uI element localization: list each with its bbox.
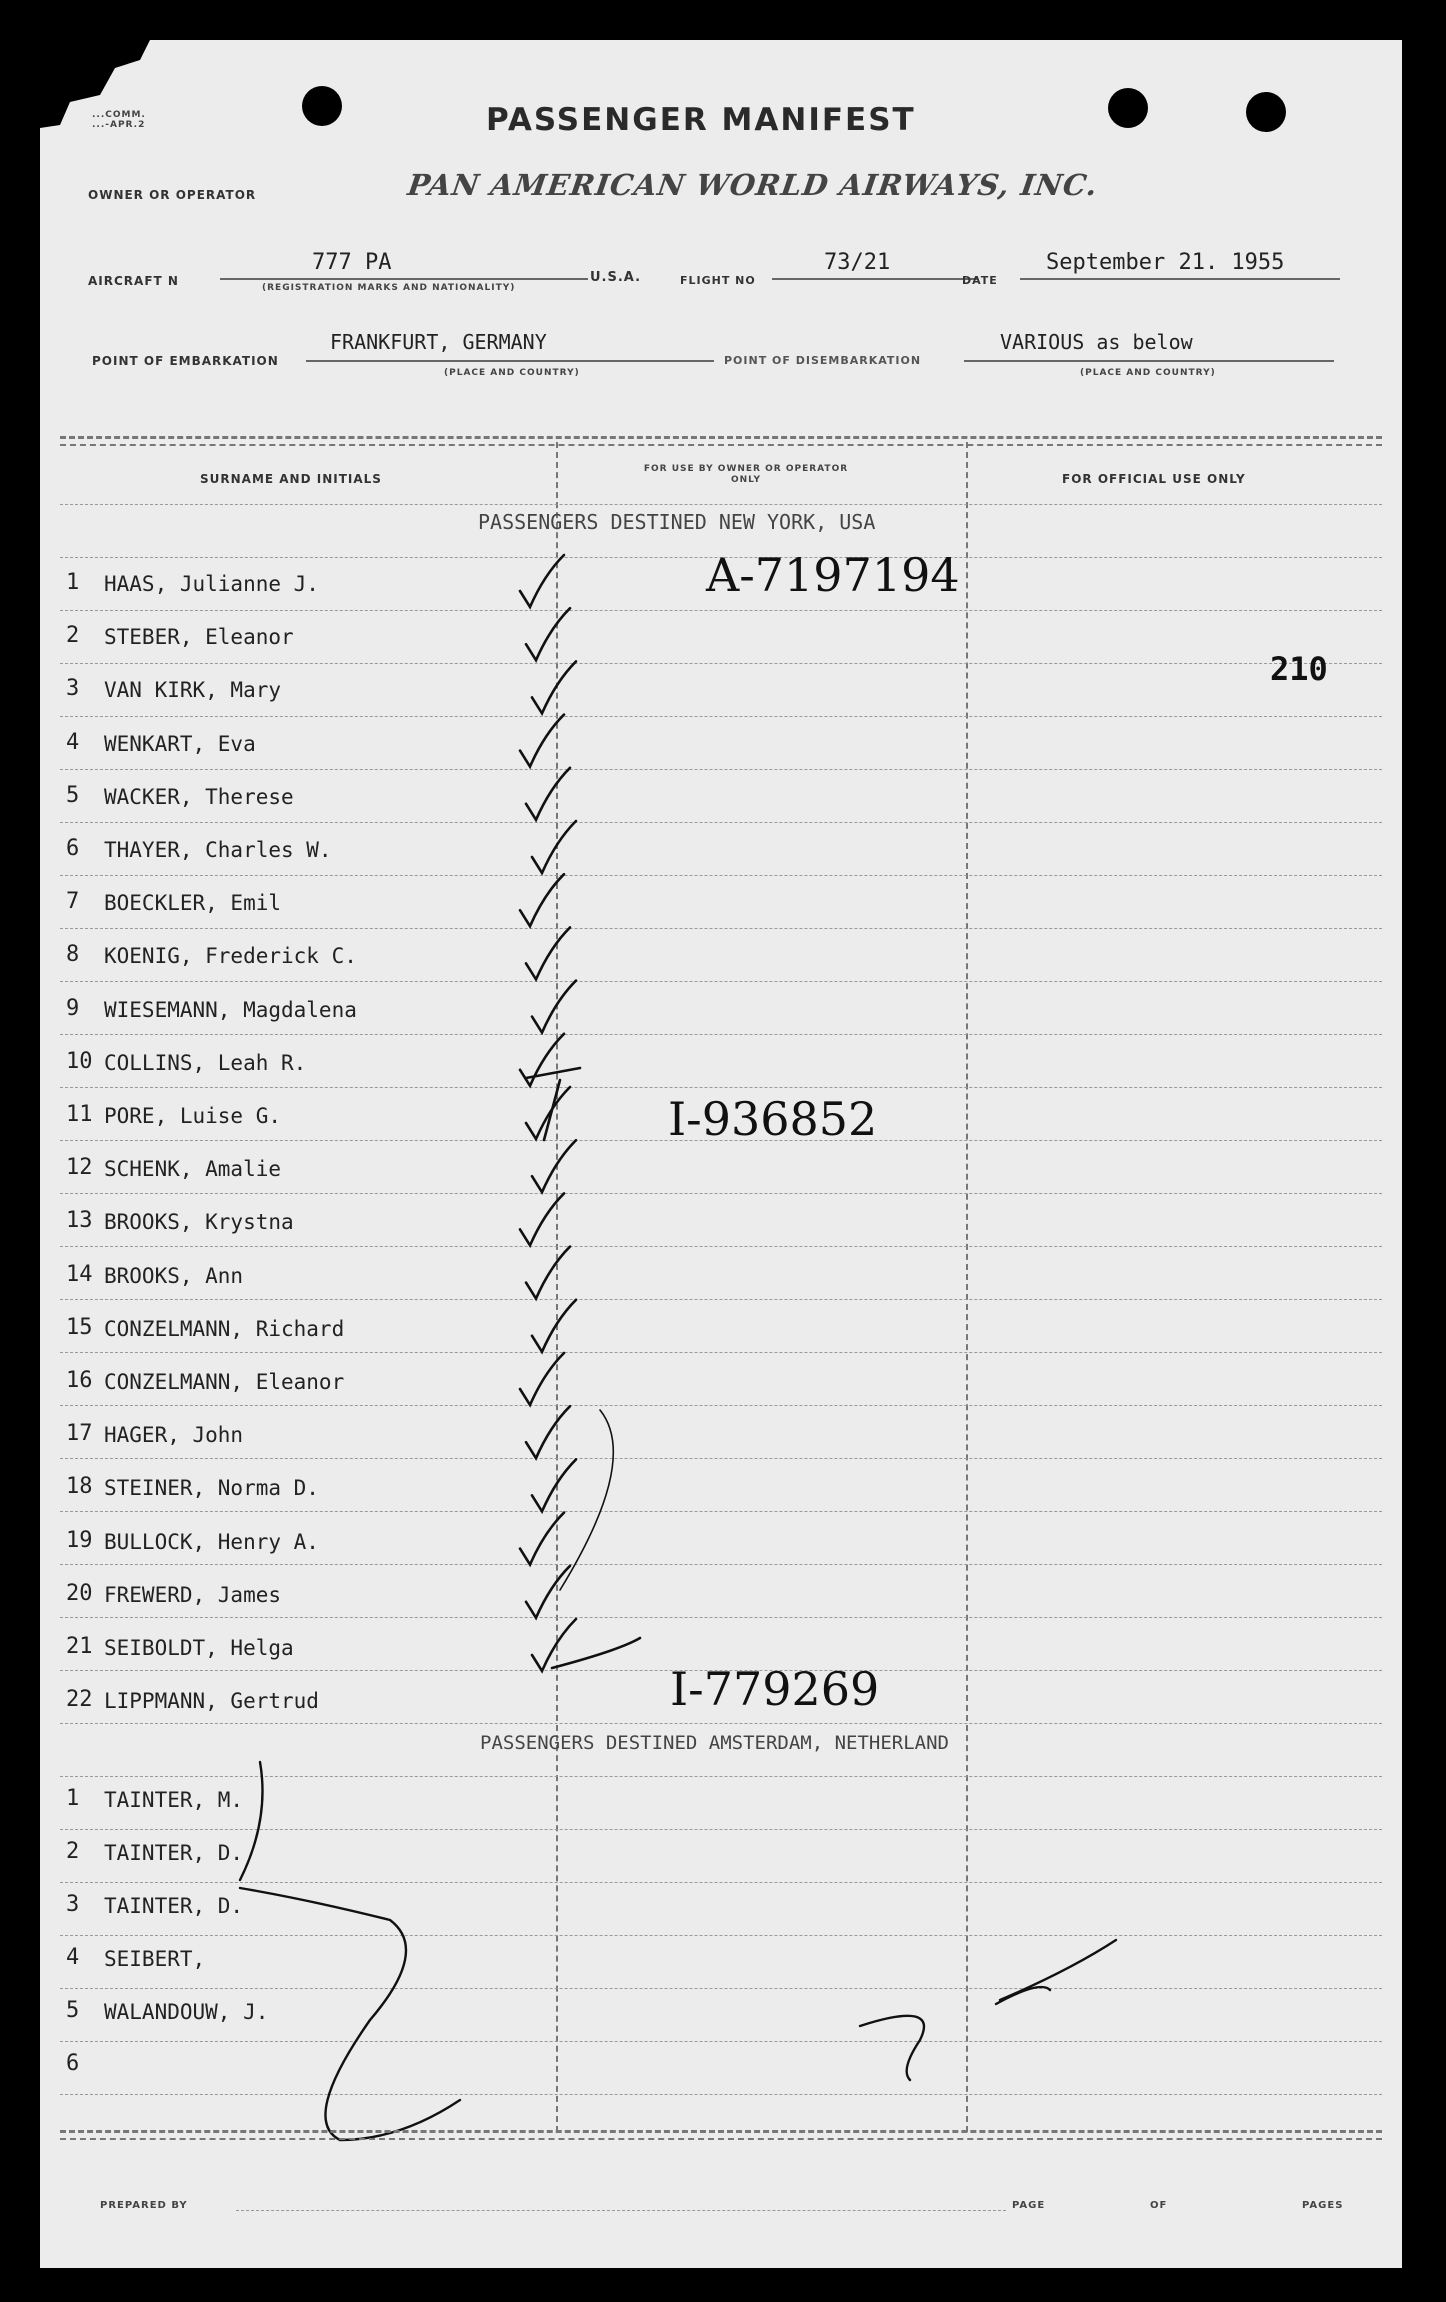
- passenger-name: BOECKLER, Emil: [104, 891, 282, 916]
- col-surname-header: SURNAME AND INITIALS: [200, 472, 382, 486]
- check-mark: [860, 1940, 1116, 2080]
- disembarkation-caption: (PLACE AND COUNTRY): [1080, 368, 1216, 378]
- owner-value: PAN AMERICAN WORLD AIRWAYS, INC.: [405, 168, 1101, 202]
- embarkation-value: FRANKFURT, GERMANY: [330, 330, 547, 354]
- check-mark: [526, 1566, 570, 1618]
- passenger-number: 16: [66, 1368, 93, 1393]
- aircraft-label: AIRCRAFT N: [88, 274, 179, 288]
- passenger-name: STEINER, Norma D.: [104, 1476, 319, 1501]
- passenger-number: 15: [66, 1314, 93, 1340]
- pages-label: PAGES: [1302, 2200, 1344, 2211]
- passenger-number: 12: [66, 1155, 93, 1181]
- passenger-name: SEIBOLDT, Helga: [104, 1636, 294, 1660]
- page-title: PASSENGER MANIFEST: [486, 102, 916, 138]
- disembarkation-label: POINT OF DISEMBARKATION: [724, 354, 922, 367]
- handwritten-alien-number: I-779269: [670, 1662, 880, 1716]
- official-number: 210: [1270, 650, 1328, 688]
- col-owner-header: FOR USE BY OWNER OR OPERATOR ONLY: [643, 464, 849, 485]
- owner-label: OWNER OR OPERATOR: [88, 188, 257, 202]
- section-heading: PASSENGERS DESTINED NEW YORK, USA: [478, 510, 876, 534]
- passenger-name: FREWERD, James: [104, 1582, 282, 1607]
- passenger-name: PORE, Luise G.: [104, 1104, 282, 1128]
- passenger-number: 2: [66, 1839, 80, 1864]
- passenger-number: 1: [66, 1786, 80, 1811]
- passenger-number: 9: [66, 995, 80, 1021]
- passenger-number: 5: [66, 782, 80, 808]
- passenger-name: WIESEMANN, Magdalena: [104, 997, 357, 1022]
- passenger-name: HAAS, Julianne J.: [104, 572, 319, 596]
- handwritten-alien-number: I-936852: [668, 1092, 878, 1146]
- passenger-number: 8: [66, 942, 80, 968]
- passenger-name: COLLINS, Leah R.: [104, 1050, 307, 1075]
- passenger-number: 3: [66, 1892, 80, 1917]
- prepared-by-label: PREPARED BY: [100, 2200, 188, 2211]
- check-mark: [532, 661, 576, 713]
- passenger-number: 11: [66, 1102, 93, 1127]
- usa-label: U.S.A.: [590, 270, 642, 285]
- passenger-number: 22: [66, 1687, 93, 1713]
- disembarkation-value: VARIOUS as below: [1000, 330, 1193, 354]
- check-mark: [544, 1080, 560, 1140]
- passenger-number: 20: [66, 1580, 93, 1606]
- passenger-number: 6: [66, 836, 80, 861]
- form-code: ...COMM. ...-APR.2: [92, 110, 146, 130]
- page-label: PAGE: [1012, 2200, 1046, 2211]
- check-mark: [532, 981, 576, 1033]
- check-mark: [526, 927, 570, 979]
- flight-label: FLIGHT NO: [680, 274, 756, 287]
- embarkation-label: POINT OF EMBARKATION: [92, 354, 279, 368]
- handwritten-marks: [40, 40, 1402, 2268]
- check-mark: [552, 1638, 640, 1668]
- passenger-number: 18: [66, 1474, 93, 1500]
- passenger-name: THAYER, Charles W.: [104, 838, 332, 862]
- passenger-number: 14: [66, 1261, 93, 1287]
- passenger-name: STEBER, Eleanor: [104, 625, 294, 650]
- passenger-name: SEIBERT,: [104, 1947, 206, 1971]
- passenger-name: WALANDOUW, J.: [104, 2000, 269, 2024]
- section-heading: PASSENGERS DESTINED AMSTERDAM, NETHERLAND: [480, 1732, 949, 1754]
- check-mark: [526, 1068, 580, 1078]
- check-mark: [526, 608, 570, 660]
- date-label: DATE: [962, 274, 998, 287]
- date-value: September 21. 1955: [1046, 250, 1285, 275]
- passenger-number: 19: [66, 1527, 93, 1553]
- registration-caption: (REGISTRATION MARKS AND NATIONALITY): [262, 283, 516, 293]
- check-mark: [532, 821, 576, 873]
- check-mark: [532, 1459, 576, 1511]
- passenger-name: BROOKS, Krystna: [104, 1210, 294, 1235]
- passenger-number: 4: [66, 1945, 80, 1970]
- check-mark: [520, 1193, 564, 1245]
- check-mark: [520, 874, 564, 926]
- check-mark: [240, 1762, 460, 2140]
- passenger-number: 7: [66, 889, 80, 915]
- check-mark: [526, 1247, 570, 1299]
- passenger-number: 6: [66, 2051, 80, 2076]
- check-mark: [532, 1300, 576, 1352]
- check-mark: [526, 1087, 570, 1139]
- passenger-name: VAN KIRK, Mary: [104, 678, 282, 703]
- passenger-number: 10: [66, 1048, 93, 1074]
- passenger-number: 2: [66, 623, 80, 649]
- check-mark: [520, 715, 564, 767]
- passenger-name: WENKART, Eva: [104, 731, 256, 756]
- check-mark: [532, 1140, 576, 1192]
- passenger-name: TAINTER, M.: [104, 1788, 244, 1812]
- passenger-name: CONZELMANN, Eleanor: [104, 1370, 345, 1394]
- flight-value: 73/21: [824, 250, 891, 275]
- passenger-number: 13: [66, 1208, 93, 1234]
- check-mark: [520, 1353, 564, 1405]
- check-mark: [560, 1410, 613, 1590]
- aircraft-value: 777 PA: [312, 250, 392, 275]
- passenger-name: CONZELMANN, Richard: [104, 1316, 345, 1341]
- passenger-name: BULLOCK, Henry A.: [104, 1529, 319, 1554]
- passenger-name: SCHENK, Amalie: [104, 1157, 282, 1182]
- passenger-number: 4: [66, 729, 80, 755]
- check-mark: [526, 1406, 570, 1458]
- handwritten-alien-number: A-7197194: [706, 548, 960, 602]
- passenger-name: HAGER, John: [104, 1423, 244, 1448]
- passenger-number: 17: [66, 1421, 93, 1447]
- passenger-name: WACKER, Therese: [104, 784, 294, 809]
- of-label: OF: [1150, 2200, 1168, 2211]
- check-mark: [526, 768, 570, 820]
- passenger-name: KOENIG, Frederick C.: [104, 944, 357, 969]
- col-official-header: FOR OFFICIAL USE ONLY: [1062, 472, 1246, 486]
- check-mark: [520, 555, 564, 607]
- passenger-number: 1: [66, 570, 80, 595]
- passenger-number: 5: [66, 1998, 80, 2023]
- embarkation-caption: (PLACE AND COUNTRY): [444, 368, 580, 378]
- passenger-number: 21: [66, 1634, 93, 1659]
- passenger-name: LIPPMANN, Gertrud: [104, 1689, 319, 1714]
- check-mark: [520, 1513, 564, 1565]
- manifest-sheet: [40, 40, 1402, 2268]
- passenger-name: TAINTER, D.: [104, 1841, 244, 1865]
- passenger-number: 3: [66, 676, 80, 702]
- passenger-name: BROOKS, Ann: [104, 1263, 244, 1288]
- passenger-name: TAINTER, D.: [104, 1894, 244, 1918]
